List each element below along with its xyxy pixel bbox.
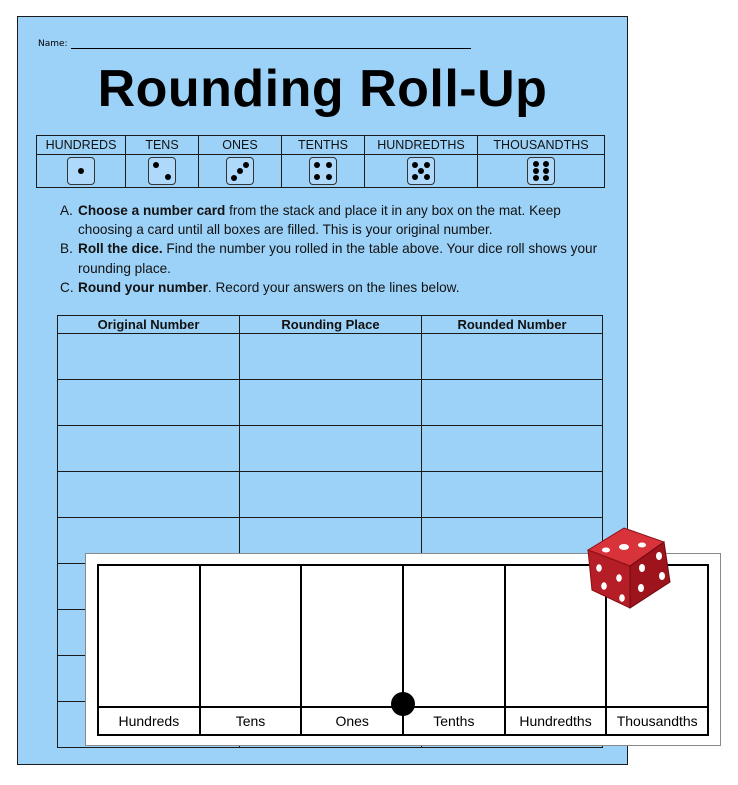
place-header-thousandths: THOUSANDTHS bbox=[478, 136, 605, 155]
instruction-item bbox=[60, 278, 615, 297]
dice-pip bbox=[543, 175, 549, 181]
place-dice-cell bbox=[282, 155, 365, 188]
dice-pip bbox=[533, 175, 539, 181]
dice-face-icon bbox=[148, 157, 176, 185]
answer-cell[interactable] bbox=[58, 334, 240, 380]
instruction-bold: Choose a number card bbox=[78, 203, 226, 218]
record-header-row bbox=[58, 316, 603, 334]
dice-pip bbox=[153, 162, 159, 168]
dice-pip bbox=[314, 162, 320, 168]
answer-cell[interactable] bbox=[240, 472, 422, 518]
name-field[interactable] bbox=[38, 39, 471, 49]
instruction-text: Find the number you rolled in the table above. Your dice roll shows your rounding place. bbox=[78, 241, 598, 276]
record-header-0: Original Number bbox=[58, 316, 240, 334]
table-row bbox=[58, 380, 603, 426]
answer-cell[interactable] bbox=[240, 426, 422, 472]
record-header-1: Rounding Place bbox=[240, 316, 422, 334]
mat-column bbox=[404, 566, 506, 734]
place-dice-cell bbox=[478, 155, 605, 188]
dice-pip bbox=[543, 168, 549, 174]
instruction-item bbox=[60, 239, 615, 277]
dice-pip bbox=[237, 168, 243, 174]
dice-pip bbox=[314, 174, 320, 180]
dice-face-icon bbox=[67, 157, 95, 185]
dice-pip bbox=[424, 162, 430, 168]
mat-column bbox=[99, 566, 201, 734]
dice-pip bbox=[165, 174, 171, 180]
decimal-point bbox=[391, 692, 415, 716]
instruction-bold: Roll the dice. bbox=[78, 241, 163, 257]
dice-pip bbox=[412, 174, 418, 180]
instruction-letter: C. bbox=[60, 279, 74, 295]
instruction-bold: Round your number bbox=[78, 279, 208, 295]
dice-pip bbox=[533, 168, 539, 174]
table-row bbox=[58, 334, 603, 380]
mat-column-label: Tenths bbox=[404, 706, 504, 734]
mat-column-label: Hundreds bbox=[99, 706, 199, 734]
instruction-item bbox=[60, 201, 615, 239]
place-dice-cell bbox=[126, 155, 199, 188]
instruction-text: from the stack and place it in any box on the mat. Keep choosing a card until all boxes are filled. This is your original number. bbox=[78, 203, 561, 238]
table-row bbox=[58, 472, 603, 518]
place-dice-row bbox=[37, 155, 605, 188]
dice-pip bbox=[326, 162, 332, 168]
card-slot[interactable] bbox=[404, 566, 504, 706]
dice-pip bbox=[424, 174, 430, 180]
answer-cell[interactable] bbox=[58, 380, 240, 426]
answer-cell[interactable] bbox=[422, 334, 603, 380]
dice-pip bbox=[326, 174, 332, 180]
place-header-hundredths: HUNDREDTHS bbox=[365, 136, 478, 155]
answer-cell[interactable] bbox=[58, 426, 240, 472]
dice-pip bbox=[412, 162, 418, 168]
card-slot[interactable] bbox=[302, 566, 402, 706]
place-header-hundreds: HUNDREDS bbox=[37, 136, 126, 155]
dice-pip bbox=[543, 161, 549, 167]
instruction-letter: A. bbox=[60, 203, 73, 218]
answer-cell[interactable] bbox=[240, 334, 422, 380]
place-header-row bbox=[37, 136, 605, 155]
answer-cell[interactable] bbox=[58, 472, 240, 518]
mat-column-label: Hundredths bbox=[506, 706, 606, 734]
mat-column bbox=[302, 566, 404, 734]
place-dice-cell bbox=[199, 155, 282, 188]
red-die-icon bbox=[584, 518, 676, 612]
mat-column-label: Tens bbox=[201, 706, 301, 734]
mat-column bbox=[201, 566, 303, 734]
answer-cell[interactable] bbox=[422, 472, 603, 518]
place-header-ones: ONES bbox=[199, 136, 282, 155]
name-label: Name: bbox=[38, 39, 68, 49]
place-header-tenths: TENTHS bbox=[282, 136, 365, 155]
name-line[interactable] bbox=[71, 39, 471, 49]
instruction-text: . Record your answers on the lines below. bbox=[207, 279, 460, 295]
mat-column-label: Ones bbox=[302, 706, 402, 734]
answer-cell[interactable] bbox=[422, 426, 603, 472]
answer-cell[interactable] bbox=[240, 380, 422, 426]
dice-pip bbox=[533, 161, 539, 167]
instruction-letter: B. bbox=[60, 241, 73, 257]
record-header-2: Rounded Number bbox=[422, 316, 603, 334]
mat-column-label: Thousandths bbox=[607, 706, 707, 734]
dice-face-icon bbox=[226, 157, 254, 185]
dice-pip bbox=[78, 168, 84, 174]
place-header-tens: TENS bbox=[126, 136, 199, 155]
dice-face-icon bbox=[309, 157, 337, 185]
card-slot[interactable] bbox=[201, 566, 301, 706]
dice-pip bbox=[231, 175, 237, 181]
dice-pip bbox=[243, 162, 249, 168]
dice-face-icon bbox=[527, 157, 555, 185]
card-slot[interactable] bbox=[99, 566, 199, 706]
table-row bbox=[58, 426, 603, 472]
page-title: Rounding Roll-Up bbox=[97, 60, 548, 118]
place-dice-cell bbox=[365, 155, 478, 188]
place-dice-cell bbox=[37, 155, 126, 188]
dice-pip bbox=[418, 168, 424, 174]
instructions-list bbox=[60, 201, 615, 297]
answer-cell[interactable] bbox=[422, 380, 603, 426]
dice-face-icon bbox=[407, 157, 435, 185]
place-value-dice-table bbox=[36, 135, 605, 188]
